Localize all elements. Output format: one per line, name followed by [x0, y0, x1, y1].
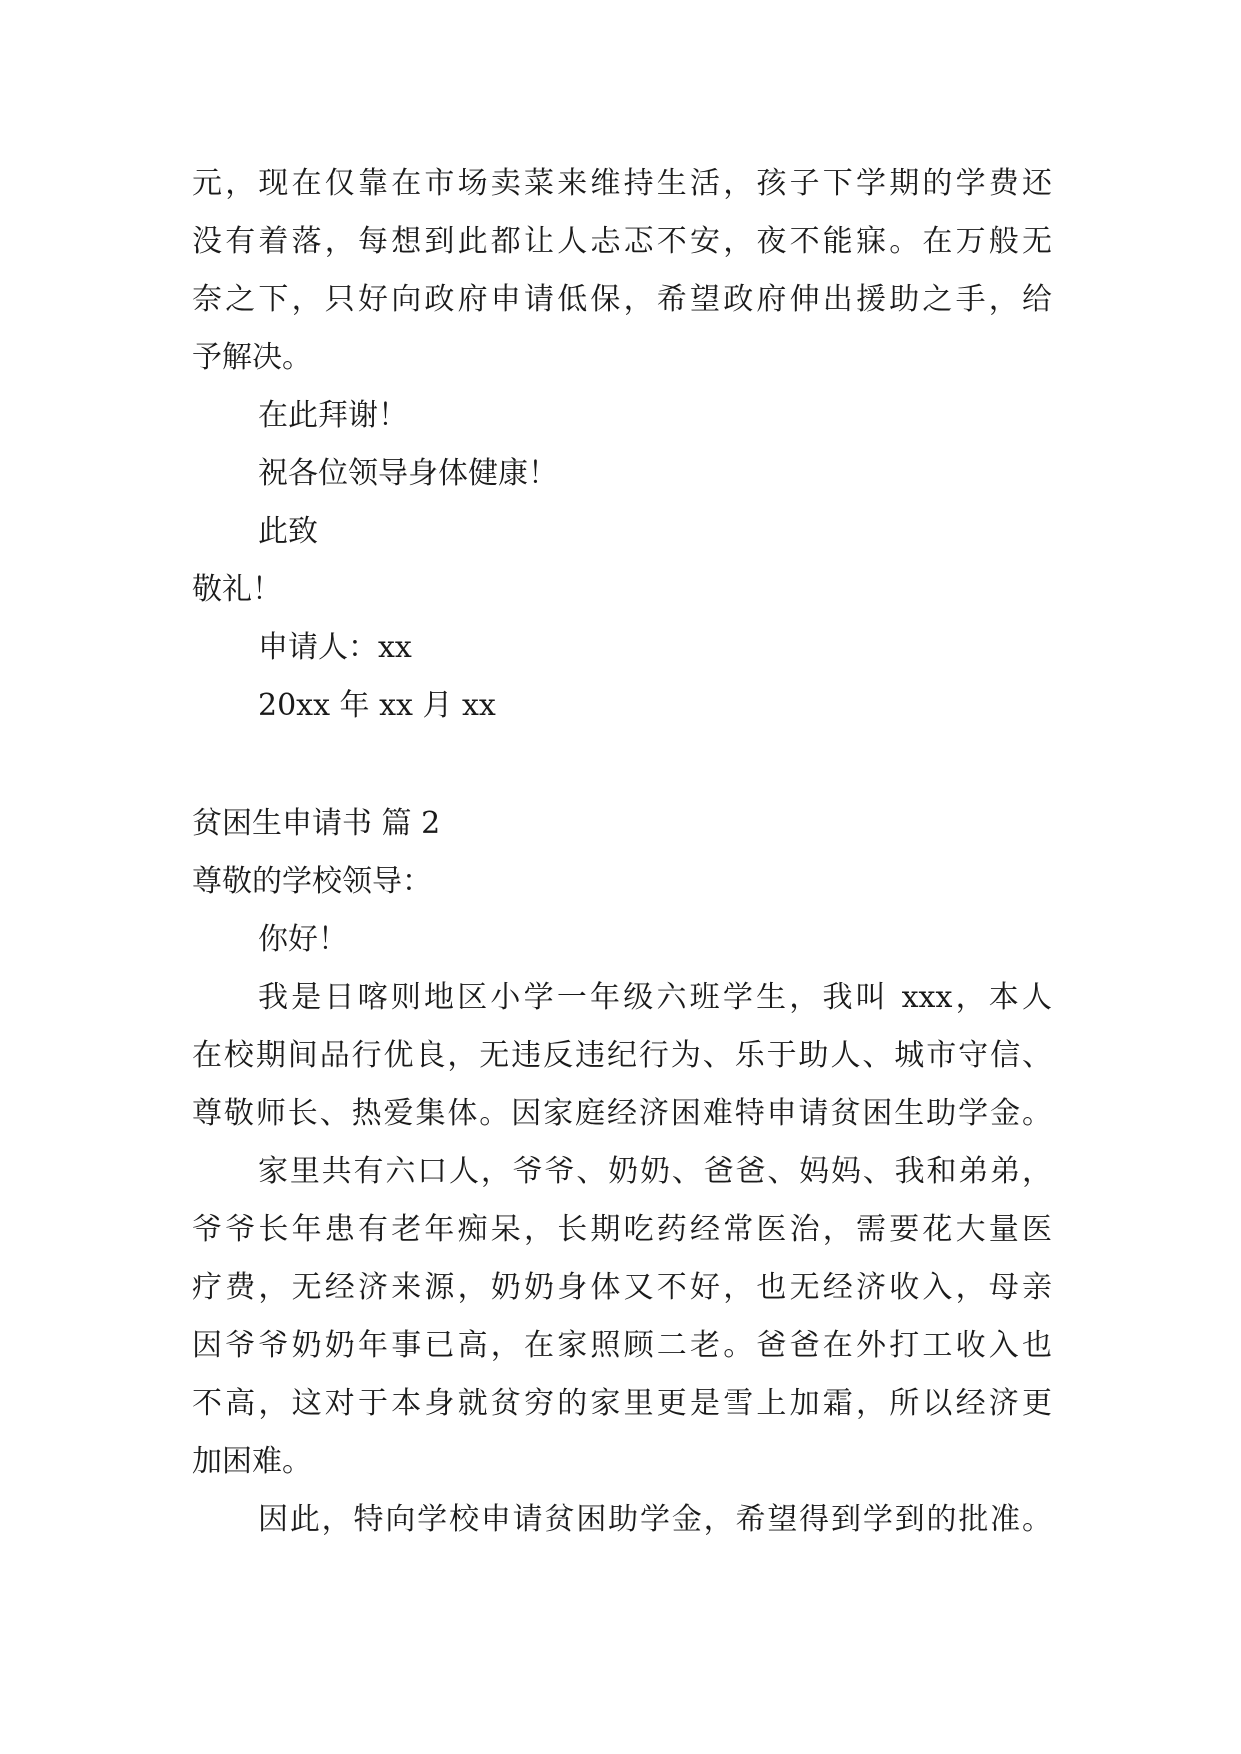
paragraph-line: 因爷爷奶奶年事已高，在家照顾二老。爸爸在外打工收入也 [192, 1328, 1052, 1363]
paragraph-line: 没有着落，每想到此都让人忐忑不安，夜不能寐。在万般无 [192, 224, 1052, 259]
paragraph-line: 疗费，无经济来源，奶奶身体又不好，也无经济收入，母亲 [192, 1270, 1052, 1305]
paragraph-line: 予解决。 [192, 340, 312, 375]
applicant-signature: 申请人：xx [258, 630, 412, 665]
paragraph-line: 元，现在仅靠在市场卖菜来维持生活，孩子下学期的学费还 [192, 166, 1052, 201]
greeting: 你好！ [258, 922, 348, 957]
paragraph-line: 家里共有六口人，爷爷、奶奶、爸爸、妈妈、我和弟弟， [258, 1154, 1052, 1189]
date-line: 20xx 年 xx 月 xx [258, 688, 496, 723]
closing-salute: 敬礼！ [192, 572, 282, 607]
paragraph-line: 我是日喀则地区小学一年级六班学生，我叫 xxx，本人 [258, 980, 1052, 1015]
paragraph-line: 不高，这对于本身就贫穷的家里更是雪上加霜，所以经济更 [192, 1386, 1052, 1421]
paragraph-line: 尊敬师长、热爱集体。因家庭经济困难特申请贫困生助学金。 [192, 1096, 1052, 1131]
wishes-line: 祝各位领导身体健康！ [258, 456, 558, 491]
paragraph-line: 在校期间品行优良，无违反违纪行为、乐于助人、城市守信、 [192, 1038, 1052, 1073]
thanks-line: 在此拜谢！ [258, 398, 408, 433]
section-title: 贫困生申请书 篇 2 [192, 806, 441, 841]
salutation: 尊敬的学校领导： [192, 864, 432, 899]
closing-line: 此致 [258, 514, 318, 549]
paragraph-line: 奈之下，只好向政府申请低保，希望政府伸出援助之手，给 [192, 282, 1052, 317]
paragraph-line: 爷爷长年患有老年痴呆，长期吃药经常医治，需要花大量医 [192, 1212, 1052, 1247]
paragraph-line: 因此，特向学校申请贫困助学金，希望得到学到的批准。 [258, 1502, 1052, 1537]
paragraph-line: 加困难。 [192, 1444, 312, 1479]
